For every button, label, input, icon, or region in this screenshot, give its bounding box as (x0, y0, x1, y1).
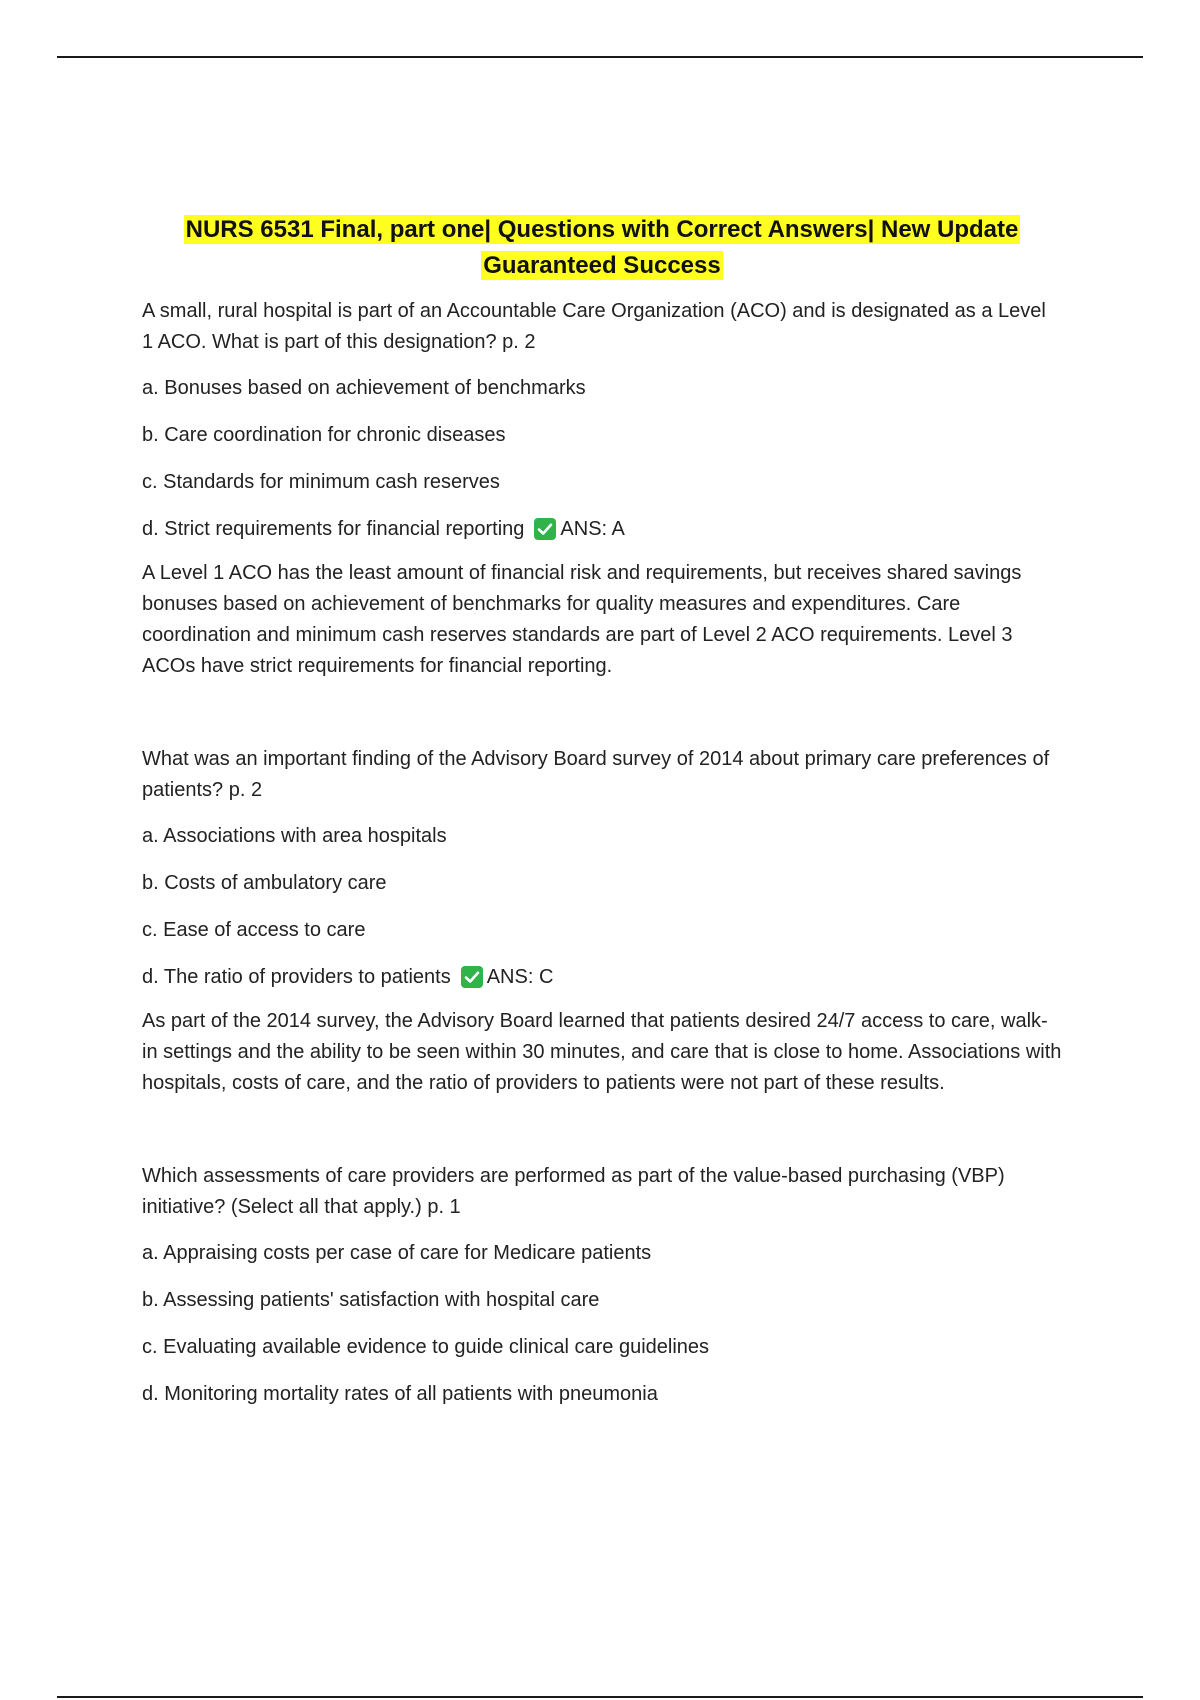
title-line-1: NURS 6531 Final, part one| Questions with Correct Answers| New Update (185, 216, 1019, 243)
question-block-3 (142, 1161, 1062, 1410)
question-block-2 (142, 744, 1062, 1099)
option-c: c. Evaluating available evidence to guide clinical care guidelines (142, 1336, 710, 1358)
option-d: d. Monitoring mortality rates of all patients with pneumonia (142, 1383, 658, 1405)
title-line-2: Guaranteed Success (483, 252, 721, 279)
option-b: b. Care coordination for chronic diseases (142, 424, 506, 446)
top-rule (57, 56, 1143, 58)
document-body (142, 212, 1062, 1426)
option-d-with-answer (142, 514, 1062, 545)
option-b: b. Costs of ambulatory care (142, 872, 387, 894)
answer-key: ANS: C (486, 966, 554, 988)
answer-key: ANS: A (560, 518, 625, 540)
question-block-1 (142, 296, 1062, 682)
option-a: a. Associations with area hospitals (142, 825, 447, 847)
question-stem: What was an important finding of the Advisory Board survey of 2014 about primary care preferences of patients? p. 2 (142, 748, 1050, 801)
bottom-rule (57, 1696, 1143, 1698)
option-d: d. Strict requirements for financial reporting (142, 518, 525, 540)
check-mark-icon (534, 518, 556, 540)
document-title (142, 212, 1062, 284)
option-a: a. Bonuses based on achievement of benchmarks (142, 377, 586, 399)
option-c: c. Ease of access to care (142, 919, 366, 941)
option-d-with-answer (142, 962, 1062, 993)
option-d: d. The ratio of providers to patients (142, 966, 451, 988)
option-a: a. Appraising costs per case of care for Medicare patients (142, 1242, 652, 1264)
question-stem: A small, rural hospital is part of an Accountable Care Organization (ACO) and is designated as a Level 1 ACO. What is part of this designation? p. 2 (142, 300, 1046, 353)
question-stem: Which assessments of care providers are performed as part of the value-based purchasing (VBP) initiative? (Select all that apply.) p. 1 (142, 1165, 1005, 1218)
answer-explanation: A Level 1 ACO has the least amount of financial risk and requirements, but receives shared savings bonuses based on achievement of benchmarks for quality measures and expenditures. Care coordination and minimum cash reserves standards are part of Level 2 ACO requirements. Level 3 ACOs have strict requirements for financial reporting. (142, 562, 1022, 677)
check-mark-icon (461, 966, 483, 988)
option-b: b. Assessing patients' satisfaction with hospital care (142, 1289, 600, 1311)
answer-explanation: As part of the 2014 survey, the Advisory Board learned that patients desired 24/7 access to care, walk-in settings and the ability to be seen within 30 minutes, and care that is close to home. Associations with hospitals, costs of care, and the ratio of providers to patients were not part of these results. (142, 1010, 1062, 1094)
option-c: c. Standards for minimum cash reserves (142, 471, 500, 493)
